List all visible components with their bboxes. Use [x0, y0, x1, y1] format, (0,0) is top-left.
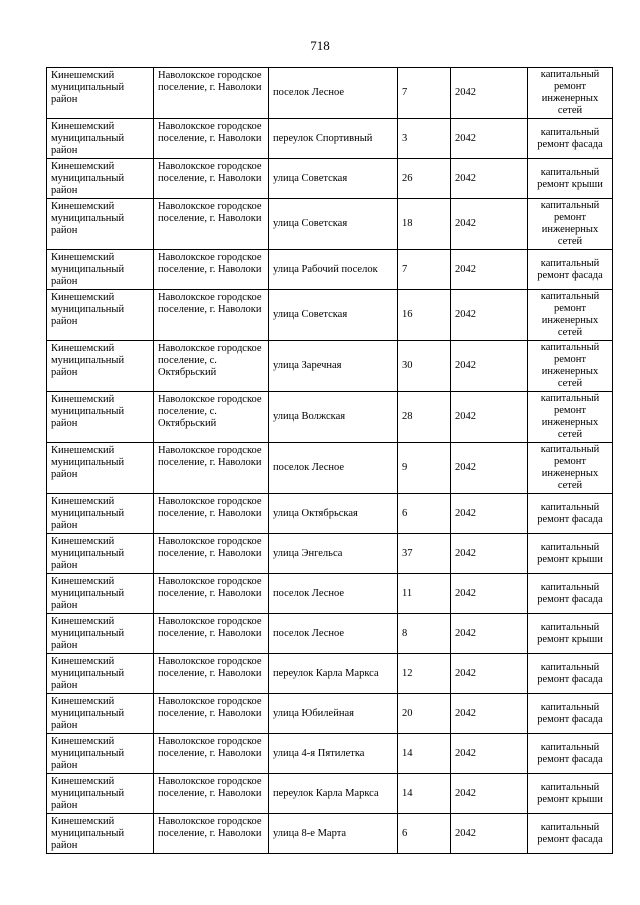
cell-year: 2042: [451, 341, 528, 392]
table-row: [47, 734, 613, 774]
cell-district: Кинешемский муниципальный район: [47, 392, 154, 443]
cell-district: Кинешемский муниципальный район: [47, 341, 154, 392]
cell-settlement: Наволокское городское поселение, г. Наволоки: [154, 443, 269, 494]
table-row: [47, 199, 613, 250]
cell-year: 2042: [451, 290, 528, 341]
cell-settlement: Наволокское городское поселение, г. Наволоки: [154, 734, 269, 774]
cell-settlement: Наволокское городское поселение, г. Наволоки: [154, 250, 269, 290]
cell-work: капитальный ремонт крыши: [528, 534, 613, 574]
cell-settlement: Наволокское городское поселение, г. Наволоки: [154, 534, 269, 574]
cell-street: улица Рабочий поселок: [269, 250, 398, 290]
cell-house: 18: [398, 199, 451, 250]
cell-settlement: Наволокское городское поселение, с. Октябрьский: [154, 341, 269, 392]
cell-settlement: Наволокское городское поселение, г. Наволоки: [154, 814, 269, 854]
cell-work: капитальный ремонт фасада: [528, 814, 613, 854]
cell-settlement: Наволокское городское поселение, г. Наволоки: [154, 694, 269, 734]
cell-settlement: Наволокское городское поселение, г. Наволоки: [154, 119, 269, 159]
cell-work: капитальный ремонт инженерных сетей: [528, 392, 613, 443]
cell-house: 7: [398, 68, 451, 119]
cell-street: улица Советская: [269, 290, 398, 341]
cell-house: 9: [398, 443, 451, 494]
cell-work: капитальный ремонт инженерных сетей: [528, 341, 613, 392]
cell-district: Кинешемский муниципальный район: [47, 814, 154, 854]
cell-settlement: Наволокское городское поселение, г. Наволоки: [154, 68, 269, 119]
cell-district: Кинешемский муниципальный район: [47, 614, 154, 654]
cell-house: 14: [398, 734, 451, 774]
cell-district: Кинешемский муниципальный район: [47, 119, 154, 159]
cell-year: 2042: [451, 159, 528, 199]
cell-year: 2042: [451, 199, 528, 250]
cell-work: капитальный ремонт фасада: [528, 654, 613, 694]
cell-work: капитальный ремонт инженерных сетей: [528, 68, 613, 119]
cell-district: Кинешемский муниципальный район: [47, 68, 154, 119]
cell-district: Кинешемский муниципальный район: [47, 694, 154, 734]
cell-district: Кинешемский муниципальный район: [47, 774, 154, 814]
cell-street: переулок Спортивный: [269, 119, 398, 159]
cell-house: 28: [398, 392, 451, 443]
cell-district: Кинешемский муниципальный район: [47, 654, 154, 694]
cell-work: капитальный ремонт фасада: [528, 734, 613, 774]
cell-street: улица Советская: [269, 199, 398, 250]
cell-street: поселок Лесное: [269, 574, 398, 614]
repair-schedule-table: [46, 67, 613, 854]
table-row: [47, 68, 613, 119]
table-row: [47, 341, 613, 392]
cell-year: 2042: [451, 614, 528, 654]
cell-work: капитальный ремонт инженерных сетей: [528, 290, 613, 341]
cell-district: Кинешемский муниципальный район: [47, 574, 154, 614]
cell-settlement: Наволокское городское поселение, г. Наволоки: [154, 199, 269, 250]
cell-year: 2042: [451, 392, 528, 443]
cell-street: улица Заречная: [269, 341, 398, 392]
table-row: [47, 119, 613, 159]
cell-street: переулок Карла Маркса: [269, 654, 398, 694]
cell-district: Кинешемский муниципальный район: [47, 199, 154, 250]
cell-house: 12: [398, 654, 451, 694]
cell-year: 2042: [451, 119, 528, 159]
cell-work: капитальный ремонт крыши: [528, 159, 613, 199]
cell-district: Кинешемский муниципальный район: [47, 534, 154, 574]
cell-district: Кинешемский муниципальный район: [47, 494, 154, 534]
cell-house: 11: [398, 574, 451, 614]
cell-house: 37: [398, 534, 451, 574]
cell-year: 2042: [451, 68, 528, 119]
cell-work: капитальный ремонт инженерных сетей: [528, 199, 613, 250]
table-row: [47, 159, 613, 199]
cell-settlement: Наволокское городское поселение, г. Наволоки: [154, 614, 269, 654]
cell-district: Кинешемский муниципальный район: [47, 734, 154, 774]
table-row: [47, 654, 613, 694]
table-row: [47, 290, 613, 341]
cell-settlement: Наволокское городское поселение, г. Наволоки: [154, 774, 269, 814]
cell-year: 2042: [451, 250, 528, 290]
table-row: [47, 250, 613, 290]
cell-work: капитальный ремонт фасада: [528, 694, 613, 734]
cell-work: капитальный ремонт фасада: [528, 574, 613, 614]
table-row: [47, 494, 613, 534]
cell-year: 2042: [451, 654, 528, 694]
cell-street: переулок Карла Маркса: [269, 774, 398, 814]
cell-year: 2042: [451, 814, 528, 854]
cell-settlement: Наволокское городское поселение, г. Наволоки: [154, 290, 269, 341]
table-row: [47, 574, 613, 614]
cell-work: капитальный ремонт фасада: [528, 250, 613, 290]
cell-year: 2042: [451, 534, 528, 574]
cell-house: 6: [398, 814, 451, 854]
cell-street: улица Волжская: [269, 392, 398, 443]
cell-district: Кинешемский муниципальный район: [47, 443, 154, 494]
cell-year: 2042: [451, 694, 528, 734]
cell-street: улица 8-е Марта: [269, 814, 398, 854]
table-row: [47, 443, 613, 494]
cell-house: 20: [398, 694, 451, 734]
cell-settlement: Наволокское городское поселение, г. Наволоки: [154, 494, 269, 534]
cell-street: улица Энгельса: [269, 534, 398, 574]
table-row: [47, 774, 613, 814]
table-row: [47, 534, 613, 574]
cell-year: 2042: [451, 443, 528, 494]
cell-street: поселок Лесное: [269, 443, 398, 494]
cell-street: улица 4-я Пятилетка: [269, 734, 398, 774]
cell-settlement: Наволокское городское поселение, г. Наволоки: [154, 159, 269, 199]
cell-settlement: Наволокское городское поселение, с. Октябрьский: [154, 392, 269, 443]
cell-work: капитальный ремонт крыши: [528, 614, 613, 654]
cell-district: Кинешемский муниципальный район: [47, 290, 154, 341]
cell-house: 26: [398, 159, 451, 199]
table-row: [47, 392, 613, 443]
cell-street: поселок Лесное: [269, 68, 398, 119]
cell-year: 2042: [451, 734, 528, 774]
cell-house: 14: [398, 774, 451, 814]
cell-street: улица Советская: [269, 159, 398, 199]
cell-work: капитальный ремонт фасада: [528, 494, 613, 534]
cell-street: поселок Лесное: [269, 614, 398, 654]
cell-district: Кинешемский муниципальный район: [47, 159, 154, 199]
cell-house: 6: [398, 494, 451, 534]
cell-settlement: Наволокское городское поселение, г. Наволоки: [154, 574, 269, 614]
table-row: [47, 614, 613, 654]
cell-house: 30: [398, 341, 451, 392]
cell-house: 7: [398, 250, 451, 290]
cell-street: улица Октябрьская: [269, 494, 398, 534]
cell-district: Кинешемский муниципальный район: [47, 250, 154, 290]
page-number: 718: [310, 38, 330, 53]
cell-year: 2042: [451, 774, 528, 814]
cell-house: 8: [398, 614, 451, 654]
cell-year: 2042: [451, 494, 528, 534]
cell-year: 2042: [451, 574, 528, 614]
cell-house: 3: [398, 119, 451, 159]
table-row: [47, 694, 613, 734]
cell-house: 16: [398, 290, 451, 341]
cell-work: капитальный ремонт инженерных сетей: [528, 443, 613, 494]
cell-work: капитальный ремонт фасада: [528, 119, 613, 159]
cell-street: улица Юбилейная: [269, 694, 398, 734]
table-row: [47, 814, 613, 854]
cell-settlement: Наволокское городское поселение, г. Наволоки: [154, 654, 269, 694]
cell-work: капитальный ремонт крыши: [528, 774, 613, 814]
